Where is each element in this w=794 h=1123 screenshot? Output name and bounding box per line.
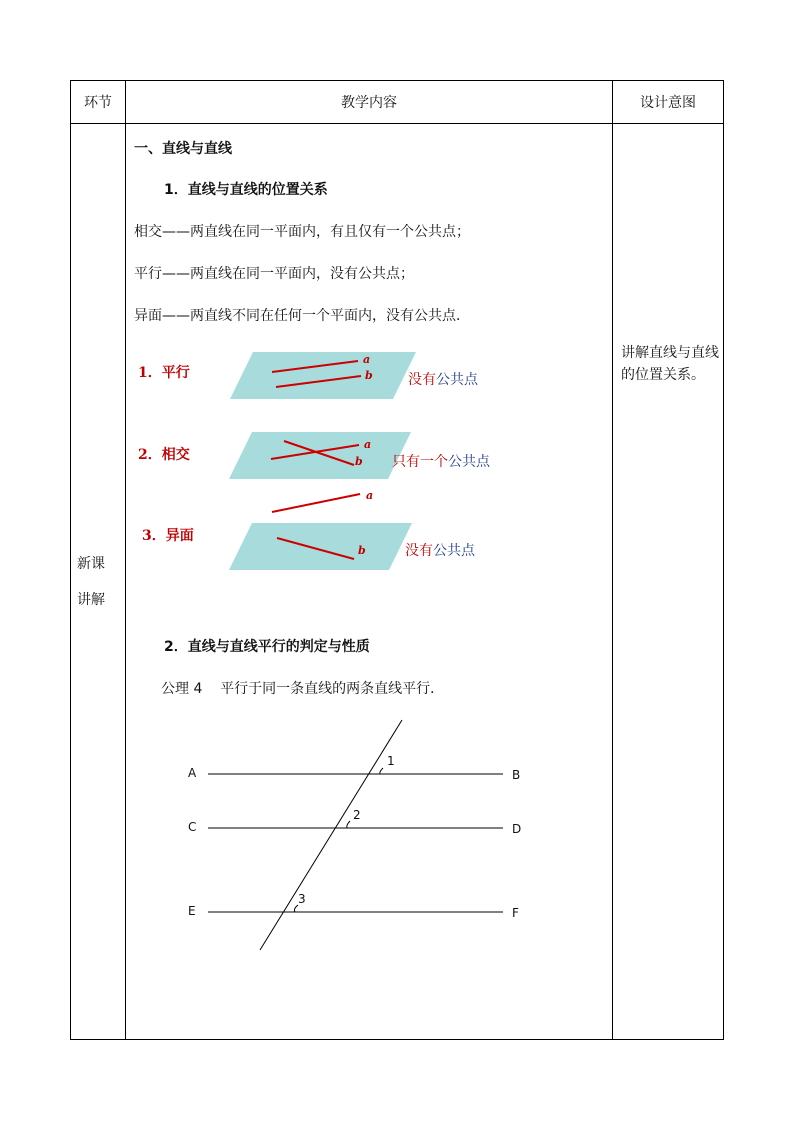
label-D: D: [512, 822, 522, 836]
header-content: 教学内容: [126, 81, 613, 124]
figure-1-line-b: b: [365, 369, 373, 382]
figure-3-label: 3．异面: [142, 528, 194, 544]
content-cell: [126, 124, 613, 1040]
transversal-line: [260, 720, 402, 950]
label-E: E: [188, 904, 196, 918]
angle-label-2: 2: [353, 808, 361, 822]
axiom-4: 公理 4 平行于同一条直线的两条直线平行．: [161, 681, 445, 697]
intent-text: 讲解直线与直线的位置关系。: [621, 345, 719, 383]
figure-1-label: 1．平行: [138, 365, 190, 381]
figure-2-label: 2．相交: [138, 447, 190, 463]
stage-line-2: 讲解: [77, 591, 105, 608]
transversal-diagram: [126, 124, 613, 1039]
subsection-1-title: 1．直线与直线的位置关系: [164, 182, 328, 198]
figure-2-note: 只有一个公共点: [392, 454, 490, 470]
figure-3-note: 没有公共点: [405, 543, 475, 559]
figure-1-note: 没有公共点: [408, 372, 478, 388]
angle-1-arc: [380, 768, 383, 774]
lesson-table: [70, 80, 724, 1040]
angle-2-arc: [347, 821, 350, 828]
label-B: B: [512, 768, 521, 782]
definition-parallel: 平行——两直线在同一平面内，没有公共点；: [134, 266, 414, 282]
label-A: A: [188, 766, 197, 780]
definition-intersecting: 相交——两直线在同一平面内，有且仅有一个公共点；: [134, 224, 470, 240]
definition-skew: 异面——两直线不同在任何一个平面内，没有公共点．: [134, 308, 470, 324]
label-F: F: [512, 906, 519, 920]
header-intent: 设计意图: [613, 81, 724, 124]
figure-3-line-b: b: [358, 544, 366, 557]
figure-1-line-a: a: [363, 353, 371, 366]
angle-3-arc: [294, 905, 298, 912]
stage-line-1: 新课: [77, 555, 105, 572]
header-stage: 环节: [71, 81, 126, 124]
label-C: C: [188, 820, 197, 834]
subsection-2-title: 2．直线与直线平行的判定与性质: [164, 639, 370, 655]
intent-cell: [613, 124, 724, 1040]
figure-2-line-b: b: [355, 455, 363, 468]
angle-label-1: 1: [387, 754, 395, 768]
section-title: 一、直线与直线: [134, 141, 232, 157]
figure-3-line-a: a: [366, 489, 374, 502]
stage-cell: [71, 124, 126, 1040]
angle-label-3: 3: [298, 892, 306, 906]
figure-2-line-a: a: [364, 438, 372, 451]
